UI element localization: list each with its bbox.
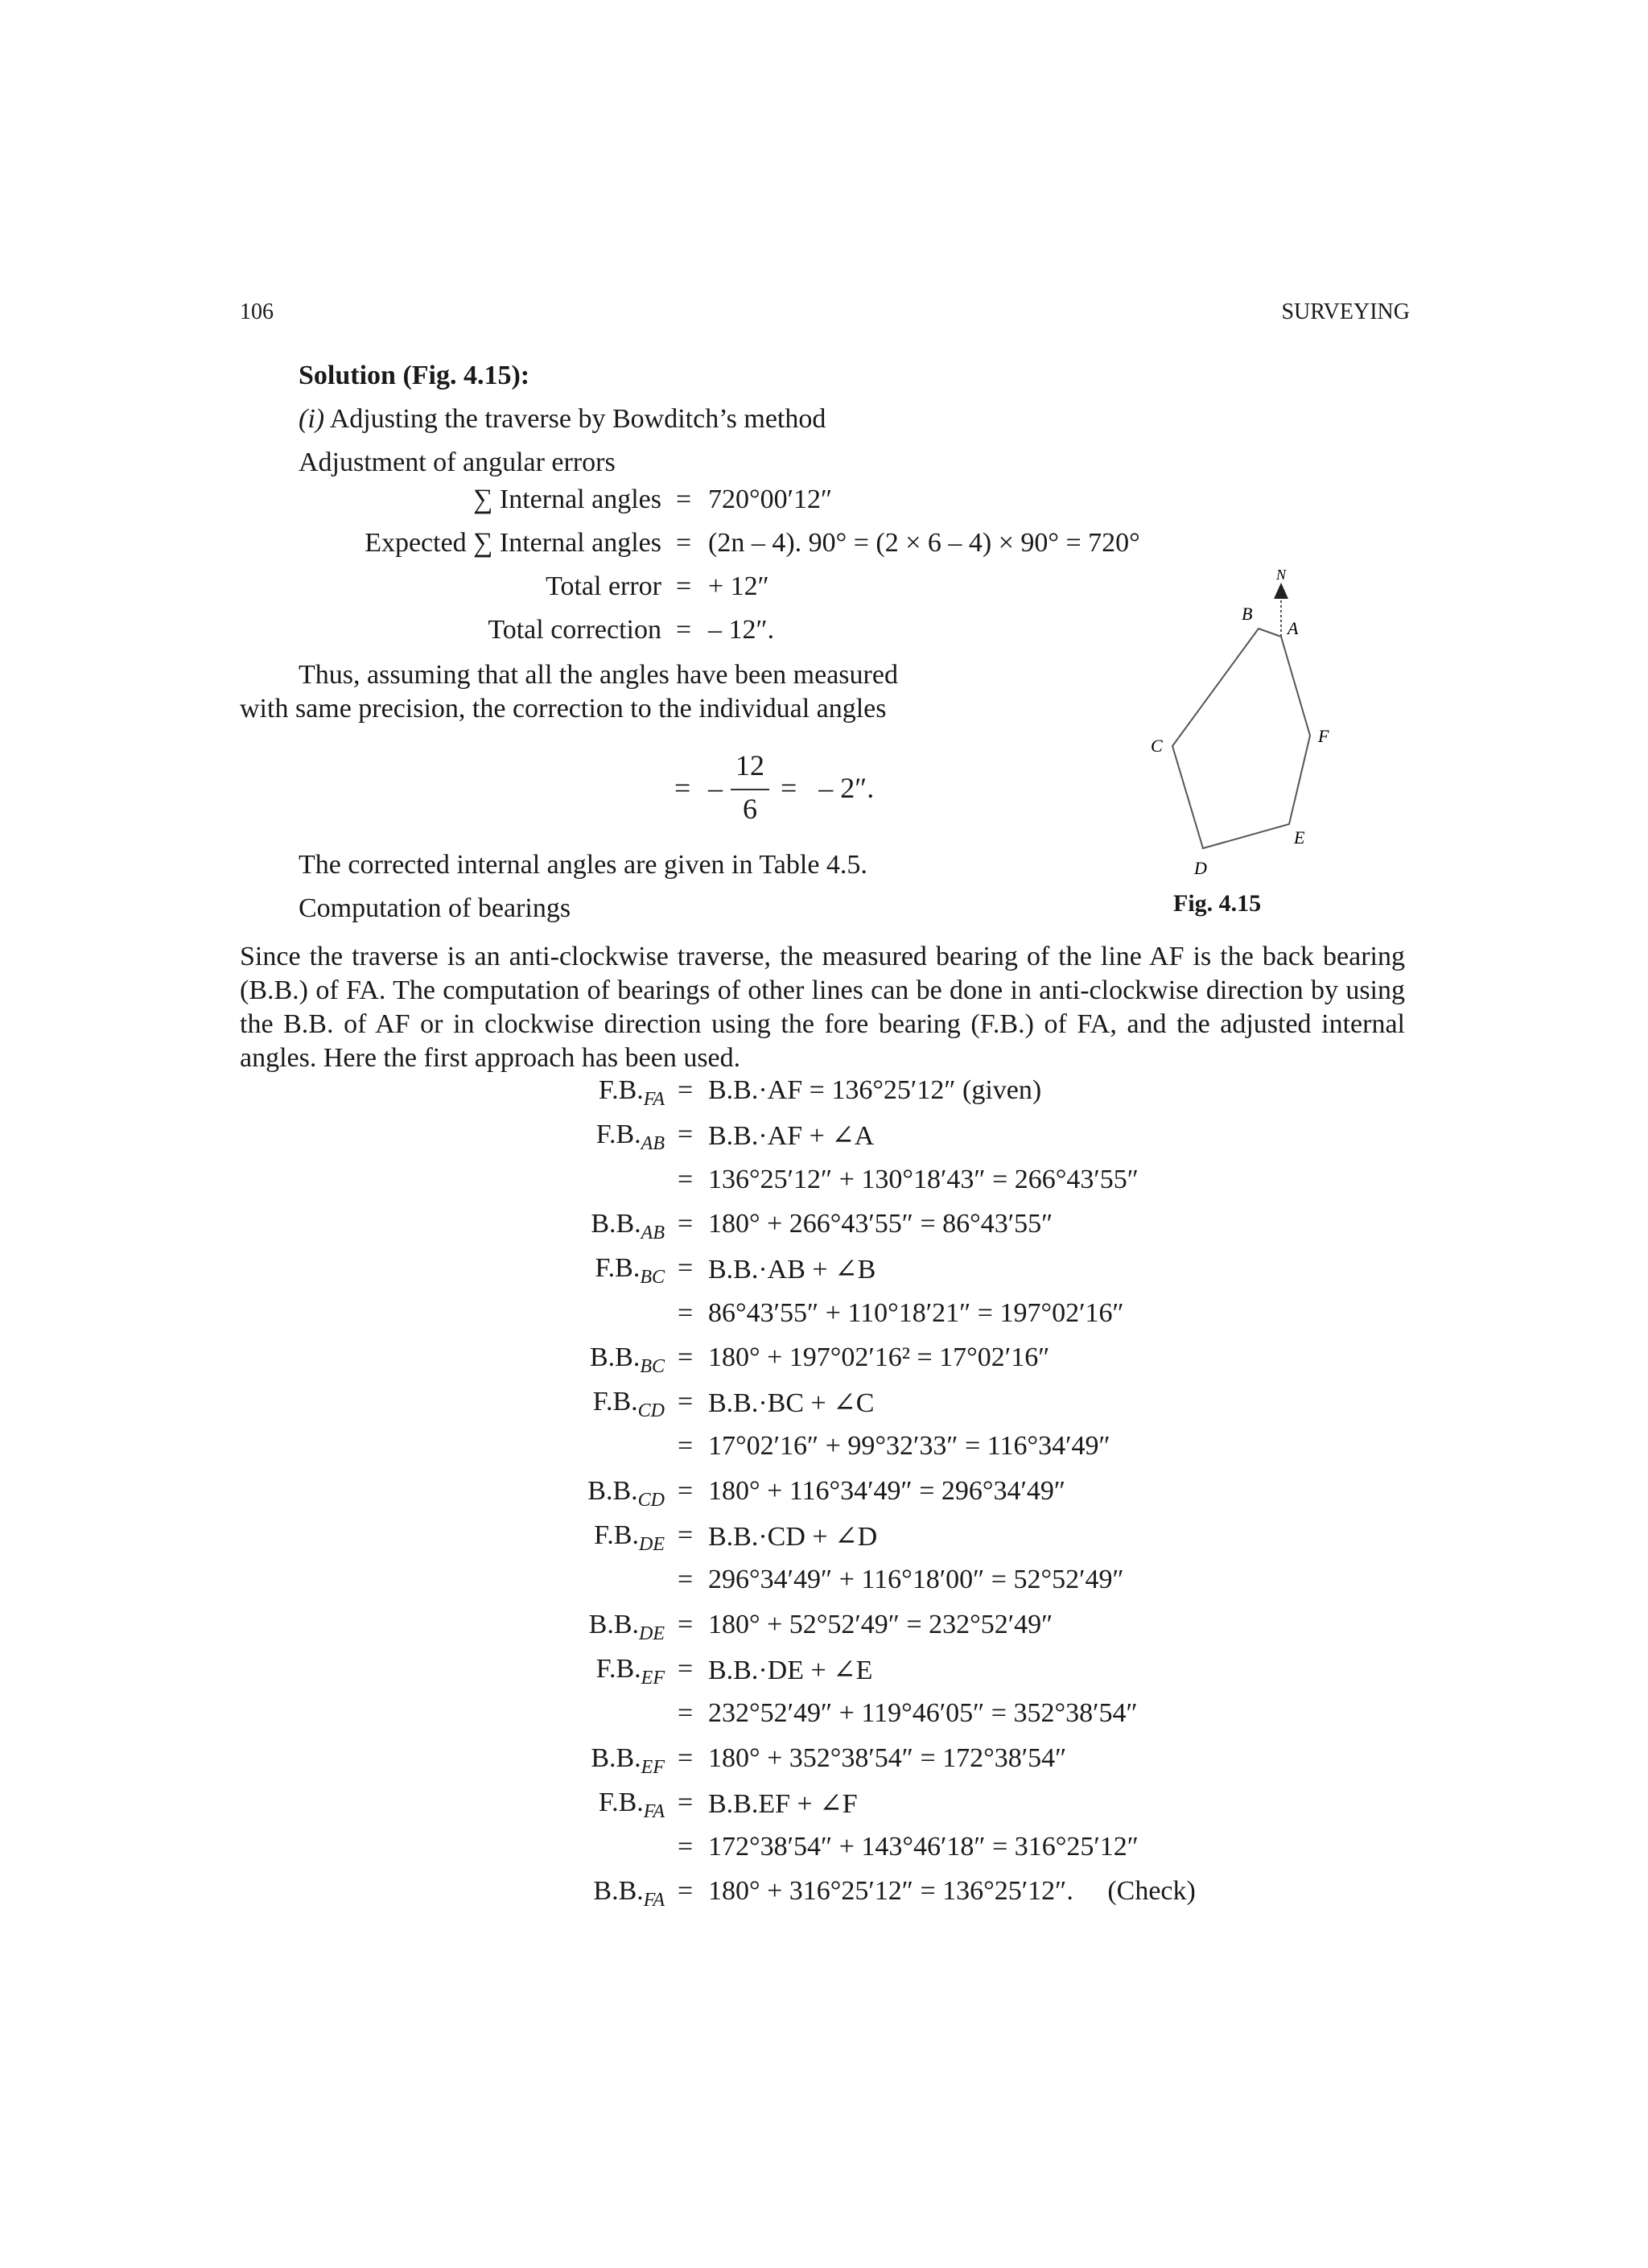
bearing-equals: = — [678, 1342, 694, 1372]
bearing-lhs — [590, 1342, 665, 1378]
traverse-polygon — [1172, 629, 1310, 848]
bearing-lhs — [596, 1654, 665, 1689]
traverse-figure — [1127, 563, 1368, 918]
bearing-lhs-text: F.B. — [595, 1120, 641, 1150]
bearing-lhs-text: F.B. — [598, 1075, 644, 1105]
angle-summary-row: Expected ∑ Internal angles = (2n – 4). 90° = (2 × 6 – 4) × 90° = 720° — [365, 528, 1140, 558]
bearing-rhs: B.B.·BC + ∠C — [708, 1388, 875, 1419]
bearing-lhs-text: F.B. — [595, 1253, 641, 1284]
page-number: 106 — [240, 299, 274, 324]
corrected-para: The corrected internal angles are given in Table 4.5. — [299, 850, 867, 880]
bearing-rhs: 180° + 352°38′54″ = 172°38′54″ — [708, 1742, 1067, 1773]
bearing-lhs-subscript: FA — [643, 1088, 665, 1110]
bearing-row — [0, 1253, 1648, 1298]
bearings-heading: Computation of bearings — [299, 893, 571, 923]
bearing-rhs: 180° + 116°34′49″ = 296°34′49″ — [708, 1475, 1066, 1506]
bearing-row — [0, 1209, 1648, 1254]
bearing-lhs-subscript: AB — [641, 1222, 665, 1243]
bearing-lhs-subscript: BC — [640, 1355, 665, 1377]
bearing-equals: = — [678, 1297, 694, 1328]
bearing-rhs: B.B.·DE + ∠E — [708, 1655, 873, 1685]
bearing-rhs: B.B.·AB + ∠B — [708, 1255, 876, 1285]
bearing-row — [0, 1876, 1648, 1921]
adjustment-heading: Adjustment of angular errors — [299, 447, 616, 477]
bearing-equals: = — [678, 1253, 694, 1284]
bearing-rhs: 136°25′12″ + 130°18′43″ = 266°43′55″ — [708, 1164, 1139, 1194]
bearing-lhs — [596, 1120, 665, 1155]
fraction-denominator: 6 — [743, 793, 757, 825]
bearing-rhs: 180° + 316°25′12″ = 136°25′12″. (Check) — [708, 1876, 1196, 1907]
bearing-row — [0, 1654, 1648, 1699]
precision-line-1: Thus, assuming that all the angles have been measured — [299, 660, 898, 690]
bearing-lhs-subscript: EF — [641, 1756, 665, 1778]
bearing-lhs — [591, 1209, 665, 1244]
bearing-rhs: B.B.·CD + ∠D — [708, 1522, 878, 1552]
bearing-row — [0, 1698, 1648, 1743]
bearing-rhs: 180° + 197°02′16² = 17°02′16″ — [708, 1342, 1050, 1372]
bearing-rhs: 232°52′49″ + 119°46′05″ = 352°38′54″ — [708, 1698, 1138, 1729]
bearing-lhs-text: B.B. — [588, 1609, 639, 1639]
step-text: Adjusting the traverse by Bowditch’s method — [329, 404, 826, 434]
bearing-row — [0, 1520, 1648, 1565]
bearing-row — [0, 1387, 1648, 1432]
bearing-lhs-text: F.B. — [592, 1387, 638, 1417]
fraction-equals: = — [674, 772, 691, 804]
bearing-row — [0, 1342, 1648, 1388]
bearing-equals: = — [678, 1208, 694, 1239]
bearing-lhs — [587, 1476, 665, 1511]
vertex-label-c: C — [1151, 736, 1163, 756]
bearing-equals: = — [678, 1742, 694, 1773]
bearing-lhs-text: B.B. — [591, 1742, 641, 1773]
bearing-row — [0, 1120, 1648, 1165]
vertex-label-a: A — [1288, 618, 1299, 638]
bearing-row — [0, 1431, 1648, 1476]
fraction-sign: – — [708, 772, 723, 804]
bearing-lhs — [589, 1610, 665, 1645]
bearing-rhs: 86°43′55″ + 110°18′21″ = 197°02′16″ — [708, 1297, 1124, 1328]
bearing-equals: = — [678, 1565, 694, 1595]
bearing-paragraph: Since the traverse is an anti-clockwise traverse, the measured bearing of the line AF is the back bearing (B.B.) of FA. The computation of bearings of other lines can be done in anti-clockwise direction by using the B.B. of AF or in clockwise direction using the fore bearing (F.B.) of FA, and the adjusted internal angles. Here the first approach has been used. — [240, 942, 1405, 1073]
bearing-row — [0, 1832, 1648, 1877]
bearing-equals: = — [678, 1475, 694, 1506]
bearing-lhs-text: B.B. — [593, 1876, 644, 1907]
running-title: SURVEYING — [1281, 299, 1410, 324]
bearing-lhs-subscript: FA — [643, 1890, 665, 1911]
bearing-rhs: 172°38′54″ + 143°46′18″ = 316°25′12″ — [708, 1832, 1139, 1862]
bearing-rhs: 296°34′49″ + 116°18′00″ = 52°52′49″ — [708, 1565, 1124, 1595]
bearing-lhs-subscript: DE — [639, 1623, 665, 1644]
step-i — [299, 398, 826, 441]
bearing-equals: = — [678, 1431, 694, 1462]
bearing-row — [0, 1610, 1648, 1655]
bearing-rhs: 180° + 52°52′49″ = 232°52′49″ — [708, 1609, 1053, 1639]
bearing-rhs: B.B.·AF + ∠A — [708, 1121, 875, 1152]
precision-line-2: with same precision, the correction to the individual angles — [240, 694, 887, 724]
bearing-lhs-subscript: BC — [640, 1266, 665, 1288]
bearing-rhs: 180° + 266°43′55″ = 86°43′55″ — [708, 1208, 1053, 1239]
bearing-lhs-text: F.B. — [595, 1653, 641, 1684]
fraction-bar — [731, 789, 769, 790]
bearing-lhs-text: F.B. — [598, 1787, 644, 1817]
bearing-lhs-subscript: DE — [639, 1533, 665, 1555]
bearing-lhs-subscript: EF — [641, 1667, 665, 1689]
bearing-lhs-text: F.B. — [594, 1520, 639, 1550]
bearing-row — [0, 1743, 1648, 1788]
bearing-equals: = — [678, 1387, 694, 1417]
bearing-rhs: B.B.EF + ∠F — [708, 1788, 858, 1819]
bearing-lhs — [599, 1788, 665, 1823]
bearing-lhs-text: B.B. — [589, 1342, 641, 1372]
bearing-row — [0, 1165, 1648, 1210]
bearing-equals: = — [678, 1075, 694, 1105]
vertex-label-f: F — [1318, 726, 1329, 746]
step-label: (i) — [299, 404, 325, 434]
bearing-row — [0, 1075, 1648, 1120]
bearing-lhs-text: B.B. — [591, 1208, 641, 1239]
angle-summary-row: Total error = + 12″ — [546, 571, 769, 601]
bearing-lhs-subscript: CD — [637, 1489, 665, 1511]
bearing-lhs — [599, 1075, 665, 1111]
fraction-numerator: 12 — [735, 749, 764, 781]
bearing-equals: = — [678, 1164, 694, 1194]
bearing-equals: = — [678, 1120, 694, 1150]
bearing-equals: = — [678, 1832, 694, 1862]
bearing-lhs-subscript: CD — [637, 1400, 665, 1421]
angle-summary-row: Total correction = – 12″. — [488, 615, 775, 645]
bearing-lhs-text: B.B. — [587, 1475, 638, 1506]
bearing-lhs-subscript: AB — [641, 1133, 665, 1155]
north-label: N — [1275, 567, 1287, 583]
figure-caption: Fig. 4.15 — [1173, 890, 1262, 917]
bearing-lhs — [595, 1253, 665, 1289]
bearing-row — [0, 1476, 1648, 1521]
vertex-label-d: D — [1194, 858, 1207, 878]
bearing-lhs-subscript: FA — [643, 1800, 665, 1822]
bearing-equals: = — [678, 1876, 694, 1907]
bearing-lhs — [593, 1387, 665, 1422]
angle-summary-row: ∑ Internal angles = 720°00′12″ — [473, 485, 833, 514]
bearing-lhs — [593, 1876, 665, 1911]
bearing-row — [0, 1298, 1648, 1343]
bearing-equals: = — [678, 1520, 694, 1550]
bearing-equals: = — [678, 1653, 694, 1684]
bearing-lhs — [594, 1520, 665, 1556]
bearing-equals: = — [678, 1698, 694, 1729]
north-arrow-icon — [1274, 583, 1288, 599]
vertex-label-e: E — [1294, 827, 1305, 847]
solution-heading: Solution (Fig. 4.15): — [299, 361, 530, 390]
bearing-lhs — [591, 1743, 665, 1779]
bearing-row — [0, 1788, 1648, 1833]
bearing-equals: = — [678, 1787, 694, 1817]
bearing-row — [0, 1565, 1648, 1610]
vertex-label-b: B — [1242, 604, 1253, 624]
bearing-equals: = — [678, 1609, 694, 1639]
bearing-rhs: 17°02′16″ + 99°32′33″ = 116°34′49″ — [708, 1431, 1110, 1462]
bearing-rhs: B.B.·AF = 136°25′12″ (given) — [708, 1075, 1042, 1105]
fraction-result: = – 2″. — [781, 772, 875, 804]
